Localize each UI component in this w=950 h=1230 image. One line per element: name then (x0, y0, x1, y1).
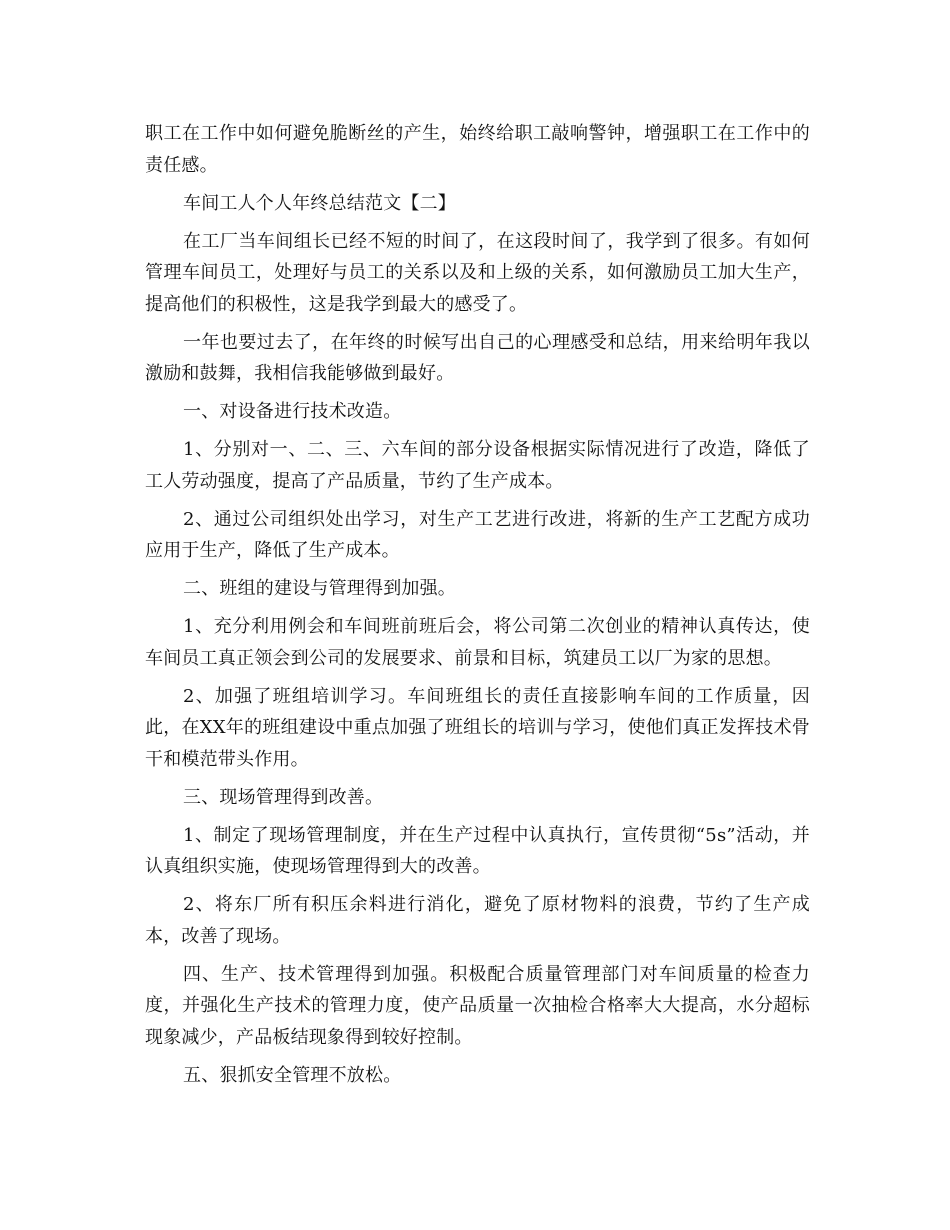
heading-safety-management: 五、狠抓安全管理不放松。 (183, 1064, 402, 1086)
list-item: 2、将东厂所有积压余料进行消化，避免了原材物料的浪费，节约了生产成本，改善了现场。 (145, 894, 810, 947)
list-item: 2、通过公司组织处出学习，对生产工艺进行改进，将新的生产工艺配方成功应用于生产，降低了生产成本。 (145, 508, 810, 561)
heading-production-technology: 四、生产、技术管理得到加强。积极配合质量管理部门对车间质量的检查力度，并强化生产技术的管理力度，使产品质量一次抽检合格率大大提高，水分超标现象减少，产品板结现象得到较好控制。 (145, 963, 810, 1048)
paragraph-continuation: 职工在工作中如何避免脆断丝的产生，始终给职工敲响警钟，增强职工在工作中的责任感。 (145, 123, 810, 176)
list-item: 1、充分利用例会和车间班前班后会，将公司第二次创业的精神认真传达，使车间员工真正领会到公司的发展要求、前景和目标，筑建员工以厂为家的思想。 (145, 616, 810, 669)
heading-equipment-upgrade: 一、对设备进行技术改造。 (183, 401, 402, 422)
heading-team-building: 二、班组的建设与管理得到加强。 (183, 578, 456, 599)
heading-site-management: 三、现场管理得到改善。 (183, 786, 384, 808)
paragraph-year-end: 一年也要过去了，在年终的时候写出自己的心理感受和总结，用来给明年我以激励和鼓舞，我相信我能够做到最好。 (145, 331, 810, 384)
list-item: 1、分别对一、二、三、六车间的部分设备根据实际情况进行了改造，降低了工人劳动强度，提高了产品质量，节约了生产成本。 (145, 439, 810, 492)
list-item: 1、制定了现场管理制度，并在生产过程中认真执行，宣传贯彻“5s”活动，并认真组织实施，使现场管理得到大的改善。 (145, 824, 810, 877)
section-heading: 车间工人个人年终总结范文【二】 (183, 192, 456, 214)
paragraph-intro: 在工厂当车间组长已经不短的时间了，在这段时间了，我学到了很多。有如何管理车间员工，处理好与员工的关系以及和上级的关系，如何激励员工加大生产，提高他们的积极性，这是我学到最大的感受了。 (145, 230, 810, 315)
list-item: 2、加强了班组培训学习。车间班组长的责任直接影响车间的工作质量，因此，在XX年的班组建设中重点加强了班组长的培训与学习，使他们真正发挥技术骨干和模范带头作用。 (145, 685, 810, 770)
document-body (145, 118, 810, 1098)
